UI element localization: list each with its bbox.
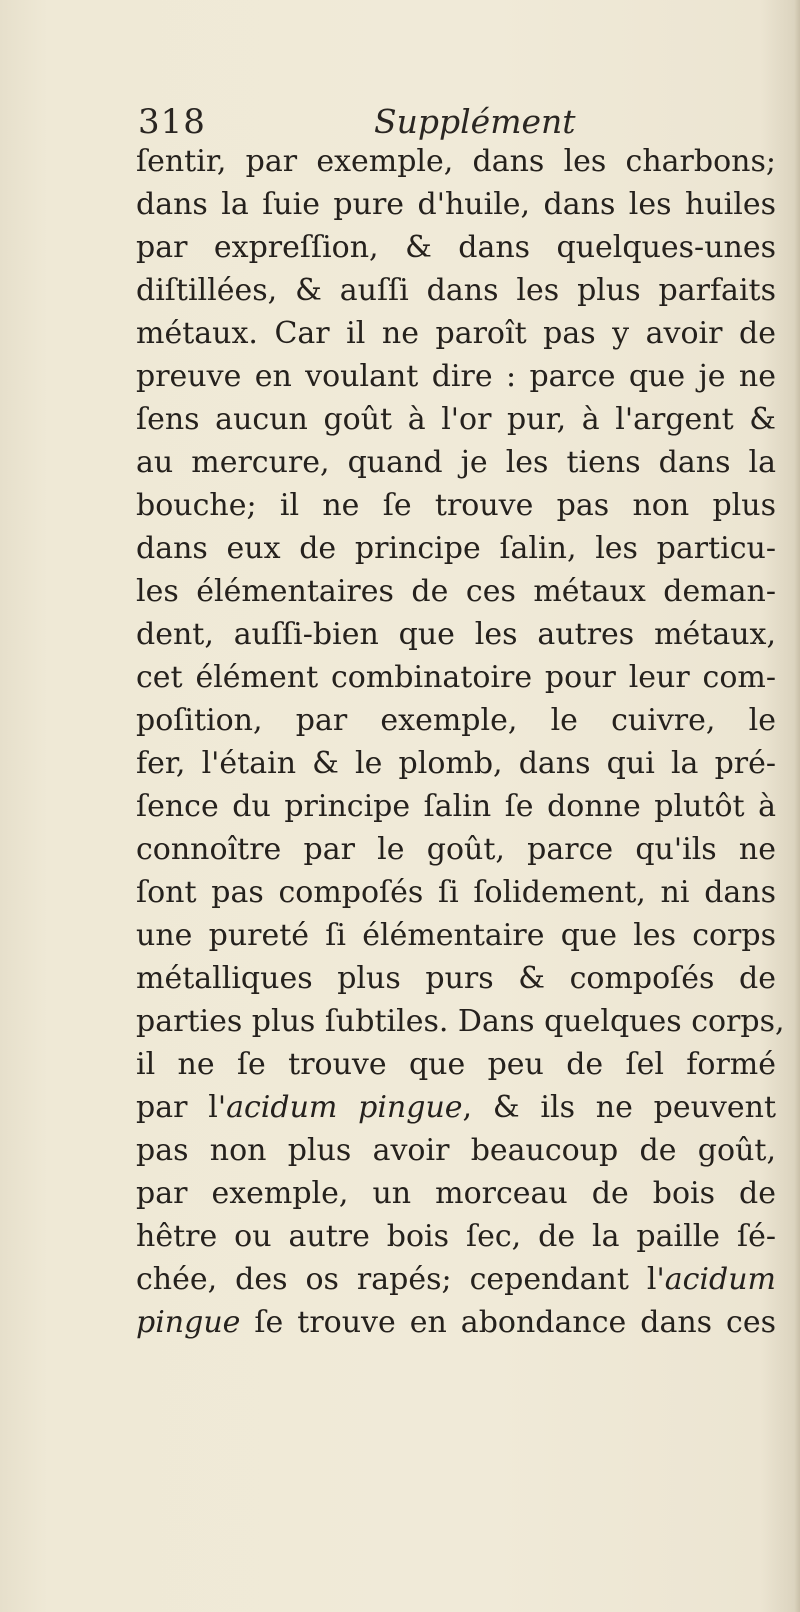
text-line-20: métalliques plus purs & compoſés de bbox=[136, 961, 776, 996]
page-header bbox=[138, 98, 778, 146]
text-line-25: par exemple, un morceau de bois de bbox=[136, 1176, 776, 1211]
text-line-6: preuve en voulant dire : parce que je ne bbox=[136, 359, 776, 394]
text-line-27 bbox=[136, 1258, 776, 1301]
text-line-21: parties plus ſubtiles. Dans quelques corps, bbox=[136, 1004, 785, 1039]
text-line-18: ſont pas compoſés ſi ſolidement, ni dans bbox=[136, 875, 776, 910]
running-head: Supplément bbox=[374, 102, 576, 141]
text-run: par l' bbox=[136, 1090, 227, 1125]
italic-term: acidum pingue bbox=[226, 1090, 463, 1125]
text-line-1: ſentir, par exemple, dans les charbons; bbox=[136, 144, 776, 179]
text-run: chée, des os rapés; cependant l' bbox=[136, 1262, 665, 1297]
text-line-8: au mercure, quand je les tiens dans la bbox=[136, 445, 776, 480]
text-line-7: ſens aucun goût à l'or pur, à l'argent & bbox=[136, 402, 776, 437]
text-line-12: dent, auſſi-bien que les autres métaux, bbox=[136, 617, 776, 652]
italic-term: acidum bbox=[664, 1262, 776, 1297]
text-line-11: les élémentaires de ces métaux deman- bbox=[136, 574, 776, 609]
text-line-10: dans eux de principe ſalin, les particu- bbox=[136, 531, 776, 566]
text-line-16: ſence du principe ſalin ſe donne plutôt à bbox=[136, 789, 776, 824]
page-edge bbox=[794, 0, 800, 1612]
page-number: 318 bbox=[138, 102, 206, 142]
body-text bbox=[136, 140, 785, 1344]
text-line-23 bbox=[136, 1086, 776, 1129]
text-line-17: connoître par le goût, parce qu'ils ne bbox=[136, 832, 776, 867]
italic-term: pingue bbox=[136, 1305, 241, 1340]
text-line-3: par expreſſion, & dans quelques-unes bbox=[136, 230, 776, 265]
text-line-5: métaux. Car il ne paroît pas y avoir de bbox=[136, 316, 776, 351]
text-line-13: cet élément combinatoire pour leur com- bbox=[136, 660, 776, 695]
text-line-14: poſition, par exemple, le cuivre, le bbox=[136, 703, 776, 738]
text-line-15: fer, l'étain & le plomb, dans qui la pré- bbox=[136, 746, 776, 781]
text-line-4: diſtillées, & auſſi dans les plus parfaits bbox=[136, 273, 776, 308]
text-line-28 bbox=[136, 1301, 776, 1344]
text-line-26: hêtre ou autre bois ſec, de la paille ſé- bbox=[136, 1219, 776, 1254]
text-line-24: pas non plus avoir beaucoup de goût, bbox=[136, 1133, 776, 1168]
text-line-22: il ne ſe trouve que peu de ſel formé bbox=[136, 1047, 776, 1082]
text-line-9: bouche; il ne ſe trouve pas non plus bbox=[136, 488, 776, 523]
text-line-19: une pureté ſi élémentaire que les corps bbox=[136, 918, 776, 953]
text-run: , & ils ne peuvent bbox=[462, 1090, 777, 1125]
text-run: ſe trouve en abondance dans ces bbox=[240, 1305, 776, 1340]
text-line-2: dans la ſuie pure d'huile, dans les huiles bbox=[136, 187, 776, 222]
